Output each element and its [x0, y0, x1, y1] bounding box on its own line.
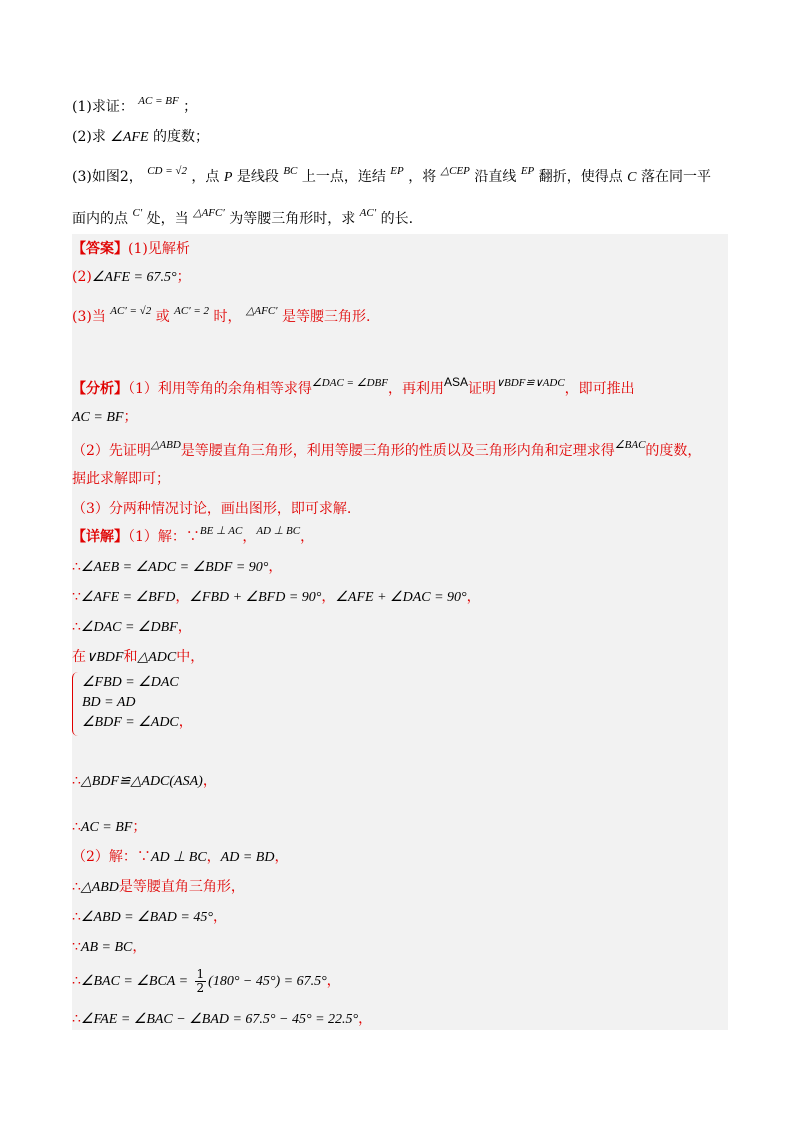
therefore-symbol: ∴ [72, 879, 81, 895]
analysis-asa: ASA [443, 375, 468, 389]
q3-text: 面内的点 [72, 211, 128, 227]
detail-text: 和 [123, 649, 138, 665]
detail-line-8 [72, 846, 288, 869]
analysis-text: 证明 [467, 381, 496, 397]
detail-expr: ∠BAC = ∠BCA = [80, 974, 189, 989]
analysis-text: ，再利用 [387, 381, 444, 397]
system-expr: ∠FBD = ∠DAC [82, 675, 179, 690]
analysis-line-4 [72, 468, 170, 490]
answer-line-2 [72, 266, 191, 289]
system-expr: ∠BDF = ∠ADC [82, 715, 179, 730]
detail-text: （1）解：∵ [128, 529, 200, 545]
detail-line-6 [72, 770, 217, 793]
q3-text: (3)如图2， [72, 169, 143, 185]
analysis-expr: ∠DAC = ∠DBF [311, 377, 388, 389]
q3-point-p: P [223, 170, 233, 185]
detail-expr: AB = BC [80, 940, 133, 955]
detail-expr: AC = BF [80, 820, 133, 835]
q3-line-ep: EP [520, 165, 535, 177]
detail-line-10 [72, 906, 227, 929]
analysis-text: （2）先证明 [72, 443, 151, 459]
detail-line-4 [72, 616, 192, 639]
detail-expr: △BDF≌△ADC(ASA) [80, 774, 203, 789]
q3-text: ，将 [408, 169, 437, 185]
system-eq-3 [82, 712, 193, 733]
answer-line-1 [72, 238, 190, 260]
q3-point-c-prime: C′ [132, 207, 143, 219]
system-brace [72, 672, 81, 736]
question-part-1 [72, 96, 197, 119]
answer-part-3-end: 是等腰三角形. [282, 309, 371, 325]
detail-text: ， [177, 619, 192, 635]
therefore-symbol: ∴ [72, 619, 81, 635]
q3-point-c: C [627, 170, 637, 185]
q3-text: ，点 [191, 169, 220, 185]
detail-text: 是等腰直角三角形， [118, 879, 245, 895]
analysis-text: 是等腰直角三角形，利用等腰三角形的性质以及三角形内角和定理求得 [180, 443, 615, 459]
q3-cd-expr: CD = √2 [147, 165, 187, 177]
analysis-text: ，即可推出 [564, 381, 635, 397]
detail-line-5 [72, 646, 204, 669]
detail-expr: ∠DAC = ∠DBF [80, 620, 178, 635]
therefore-symbol: ∴ [72, 819, 81, 835]
detail-text: ， [358, 1011, 373, 1027]
detail-expr: ∠FAE = ∠BAC − ∠BAD = 67.5° − 45° = 22.5° [80, 1012, 359, 1027]
therefore-symbol: ∴ [72, 1011, 81, 1027]
fraction-numerator: 1 [196, 966, 205, 981]
detail-expr: ∠ABD = ∠BAD = 45° [80, 910, 213, 925]
detail-text: ， [212, 909, 227, 925]
q3-text: 为等腰三角形时，求 [229, 211, 356, 227]
detail-expr: ∨BDF [86, 650, 124, 665]
therefore-symbol: ∴ [72, 973, 81, 989]
analysis-text: （3）分两种情况讨论，画出图形，即可求解. [72, 501, 352, 517]
q3-triangle-afc-prime: △AFC′ [193, 207, 225, 219]
detail-line-9 [72, 876, 245, 899]
fraction-one-half [195, 968, 207, 995]
q1-expr: AC = BF [138, 95, 179, 107]
answer-part-2-label: (2) [72, 269, 92, 285]
detail-text: ， [178, 714, 193, 730]
detail-expr: △ABD [80, 880, 119, 895]
detail-text: ， [202, 773, 217, 789]
detail-line-13 [72, 1008, 372, 1031]
system-expr: BD = AD [82, 695, 136, 710]
detail-text: ， [466, 589, 481, 605]
answer-tag: 【答案】 [72, 241, 128, 257]
q3-text: 处，当 [146, 211, 189, 227]
detail-text: ， [274, 849, 289, 865]
analysis-line-5 [72, 498, 351, 520]
q2-label: (2)求 [72, 129, 106, 145]
detail-expr: AD ⊥ BC [256, 525, 301, 537]
answer-part-1: (1)见解析 [128, 241, 190, 257]
system-eq-2 [82, 692, 136, 713]
q3-text: 是线段 [236, 169, 279, 185]
q3-triangle-cep: △CEP [440, 165, 470, 177]
detail-text: ， [242, 529, 257, 545]
answer-part-3-expr-1: AC′ = √2 [110, 305, 152, 317]
therefore-symbol: ∴ [72, 559, 81, 575]
analysis-text: 据此求解即可； [72, 471, 170, 487]
q3-segment-ac-prime: AC′ [359, 207, 377, 219]
q3-text: 落在同一平 [640, 169, 711, 185]
detail-expr: BE ⊥ AC [199, 525, 243, 537]
q3-text: 的长. [380, 211, 414, 227]
because-symbol: ∵ [72, 589, 81, 605]
detail-expr: ∠AFE = ∠BFD [80, 590, 176, 605]
system-eq-1 [82, 672, 179, 693]
detail-expr: ∠FBD + ∠BFD = 90° [189, 590, 322, 605]
answer-line-3 [72, 306, 371, 329]
analysis-expr: ∨BDF≌∨ADC [495, 377, 565, 389]
detail-text: ， [300, 529, 315, 545]
detail-text: ， [175, 589, 190, 605]
q3-segment-bc: BC [283, 165, 298, 177]
detail-expr: AD = BD [220, 850, 275, 865]
question-part-3-line-1 [72, 166, 711, 189]
detail-expr: ∠AEB = ∠ADC = ∠BDF = 90° [80, 560, 269, 575]
detail-expr: △ADC [137, 650, 177, 665]
answer-part-3-when: 时， [213, 309, 242, 325]
therefore-symbol: ∴ [72, 773, 81, 789]
answer-part-2-expr: ∠AFE = 67.5° [91, 270, 177, 285]
detail-expr: ∠AFE + ∠DAC = 90° [335, 590, 467, 605]
analysis-expr: △ABD [150, 439, 181, 451]
analysis-text: （1）利用等角的余角相等求得 [128, 381, 312, 397]
answer-part-3-triangle: △AFC′ [245, 305, 278, 317]
detail-expr: (180° − 45°) = 67.5° [208, 974, 327, 989]
analysis-line-2 [72, 406, 137, 429]
detail-text: ， [326, 973, 341, 989]
analysis-tag: 【分析】 [72, 381, 128, 397]
detail-line-3 [72, 586, 481, 609]
detail-text: 中， [176, 649, 205, 665]
q2-end: 的度数； [152, 129, 209, 145]
q3-text: 翻折，使得点 [538, 169, 623, 185]
question-part-2 [72, 126, 209, 149]
answer-part-3-label: (3)当 [72, 309, 106, 325]
analysis-expr: AC = BF [72, 410, 124, 425]
answer-part-3-expr-2: AC′ = 2 [174, 305, 210, 317]
q3-segment-ep: EP [390, 165, 404, 177]
analysis-text: 的度数， [645, 443, 702, 459]
detail-tag: 【详解】 [72, 529, 128, 545]
detail-text: ， [206, 849, 221, 865]
analysis-line-1 [72, 375, 635, 401]
analysis-line-3 [72, 440, 701, 463]
answer-part-3-or: 或 [155, 309, 170, 325]
detail-text: ， [321, 589, 336, 605]
answer-part-2-end: ； [176, 269, 191, 285]
detail-line-11 [72, 936, 146, 959]
detail-line-7 [72, 816, 146, 839]
q2-expr: ∠AFE [110, 130, 149, 145]
detail-text: （2）解：∵ [72, 849, 151, 865]
q3-text: 上一点，连结 [301, 169, 386, 185]
q1-end: ； [183, 99, 198, 115]
detail-text: ； [132, 819, 147, 835]
q1-label: (1)求证： [72, 99, 134, 115]
because-symbol: ∵ [72, 939, 81, 955]
detail-text: 在 [72, 649, 86, 665]
detail-line-12 [72, 966, 341, 997]
detail-line-1 [72, 526, 314, 549]
analysis-expr: ∠BAC [614, 439, 646, 451]
fraction-denominator: 2 [196, 980, 205, 995]
detail-text: ， [268, 559, 283, 575]
detail-text: ， [132, 939, 147, 955]
q3-text: 沿直线 [474, 169, 517, 185]
question-part-3-line-2 [72, 208, 413, 231]
detail-expr: AD ⊥ BC [150, 850, 207, 865]
detail-line-2 [72, 556, 282, 579]
therefore-symbol: ∴ [72, 909, 81, 925]
analysis-text: ； [123, 409, 138, 425]
